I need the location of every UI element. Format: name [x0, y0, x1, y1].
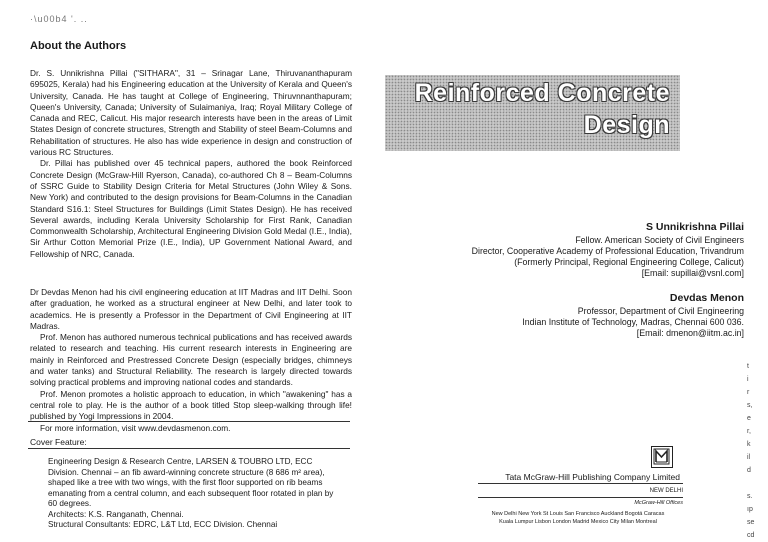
publisher-city: NEW DELHI [649, 488, 683, 494]
author-pillai [364, 222, 744, 279]
page-edge-bleed [747, 360, 765, 542]
pillai-bio-paragraph: Dr. Pillai has published over 45 technical papers, authored the book Reinforced Concrete Design (McGraw-Hill Ryerson, Canada), co-authored Ch 8 – Beam-Columns of SSRC Guide to Stability Design Criteria for Metal Structures (John Wiley & Sons. New York) and contributed to the design provisions for Beam-Columns in the Canadian Standard S16.1: Steel Structures for Buildings (Limit States Design). He has received Several awards, including Kerala University Scholarship for First Rank, Canadian Commonwealth Scholarship, Architectural Engineering Division Gold Medal (I.E., India), Sir Arthur Cotton Memorial Prize (I.E., India), UP Government National Award, and Fellowship of NRC, Canada. [30, 158, 352, 259]
edge-mark: il [747, 454, 751, 461]
pillai-bio [30, 68, 352, 260]
publisher-divider [478, 483, 683, 484]
author-name: S Unnikrishna Pillai [645, 221, 744, 233]
edge-mark: ıp [747, 506, 753, 513]
office-cities-line: New Delhi New York St Louis San Francisco Auckland Bogotá Caracas [491, 511, 665, 517]
pillai-bio-paragraph: Dr. S. Unnikrishna Pillai ("SITHARA", 31 – Srinagar Lane, Thiruvananthapuram 695025, Kerala) had his Engineering education at the University of Kerala and Queen's University, Canada. He has taught at College of Engineering, Thiruvnnanthapuram; Queen's University, Canada; University of Sulaimaniya, Iraq; Royal Military College of Canada and REC, Calicut. His major research interests have been in the areas of Limit States Design of concrete structures, Strength and Stability of steel Beam-Columns and Rehabilitation of structures. He also has wide experience in design and construction of various RC Structures. [30, 68, 352, 158]
author-affiliation: Indian Institute of Technology, Madras, Chennai 600 036. [522, 317, 744, 327]
author-name: Devdas Menon [669, 292, 744, 304]
author-affiliation: (Formerly Principal, Regional Engineering College, Calicut) [514, 257, 744, 267]
edge-mark [747, 477, 765, 490]
cover-description: Engineering Design & Research Centre, LARSEN & TOUBRO LTD, ECC Division. Chennai – an fib award-winning concrete structure (8 686 m² area), shaped like a tree with two wings, with the first floor supported on rib beams emanating from a central column, and each subsequent floor rotated in plan by 60 degrees. [48, 457, 334, 508]
menon-bio [30, 287, 352, 434]
edge-mark: r, [747, 428, 751, 435]
edge-mark: t [747, 363, 749, 370]
book-title-line2: Design [583, 111, 670, 139]
edge-mark: s. [747, 493, 753, 500]
author-affiliation: Director, Cooperative Academy of Professional Education, Trivandrum [471, 246, 744, 256]
author-email: [Email: dmenon@iitm.ac.in] [636, 328, 744, 338]
edge-mark: k [747, 441, 751, 448]
author-menon [364, 293, 744, 339]
menon-bio-paragraph: For more information, visit www.devdasmenon.com. [40, 422, 231, 433]
edge-mark: cd [747, 532, 755, 539]
about-authors-heading: About the Authors [30, 40, 127, 52]
edge-mark: i [747, 376, 749, 383]
menon-bio-paragraph: Dr Devdas Menon had his civil engineering education at IIT Madras and IIT Delhi. Soon after graduation, he worked as a structural engineer at New Delhi, and later took to academics. He is presently a Professor in the Department of Civil Engineering at IIT Madras. [30, 287, 352, 331]
cover-architects: Architects: K.S. Ranganath, Chennai. [48, 509, 184, 519]
edge-mark: d [747, 467, 751, 474]
cover-feature-heading: Cover Feature: [30, 437, 87, 447]
edge-mark: se [747, 519, 755, 526]
cover-divider-bottom [28, 448, 350, 449]
menon-bio-paragraph: Prof. Menon promotes a holistic approach to education, in which "awakening" has a central role to play. He is the author of a book titled Stop sleep-walking through life! published by Yogi Impressions in 2004. [30, 388, 352, 422]
author-email: [Email: supillai@vsnl.com] [641, 268, 744, 278]
author-affiliation: Professor, Department of Civil Engineering [577, 306, 744, 316]
author-affiliation: Fellow. American Society of Civil Engineers [575, 235, 744, 245]
publisher-office-cities [470, 510, 686, 526]
cover-feature-text [48, 457, 340, 531]
cover-consultants: Structural Consultants: EDRC, L&T Ltd, ECC Division. Chennai [48, 520, 278, 529]
edge-mark: s, [747, 402, 753, 409]
publisher-name: Tata McGraw-Hill Publishing Company Limited [505, 472, 680, 482]
book-title-line1: Reinforced Concrete [414, 79, 670, 107]
publisher-offices-label: McGraw-Hill Offices [634, 500, 683, 506]
header-scribble: ·\u00b4 '. .. [30, 14, 88, 24]
edge-mark: r [747, 389, 750, 396]
office-cities-line: Kuala Lumpur Lisbon London Madrid Mexico City Milan Montreal [499, 519, 657, 525]
edge-mark: e [747, 415, 751, 422]
menon-bio-paragraph: Prof. Menon has authored numerous technical publications and has received awards related to research and teaching. His current research interests in Engineering are mainly in Reinforced and Prestressed Concrete Design (especially bridges, chimneys and water tanks) and Structural Reliability. The research is largely directed towards solving practical problems and improving national codes and standards. [30, 332, 352, 388]
publisher-divider [478, 497, 683, 498]
book-title-banner [385, 75, 680, 151]
publisher-logo-icon [651, 446, 673, 468]
cover-divider-top [28, 421, 350, 422]
